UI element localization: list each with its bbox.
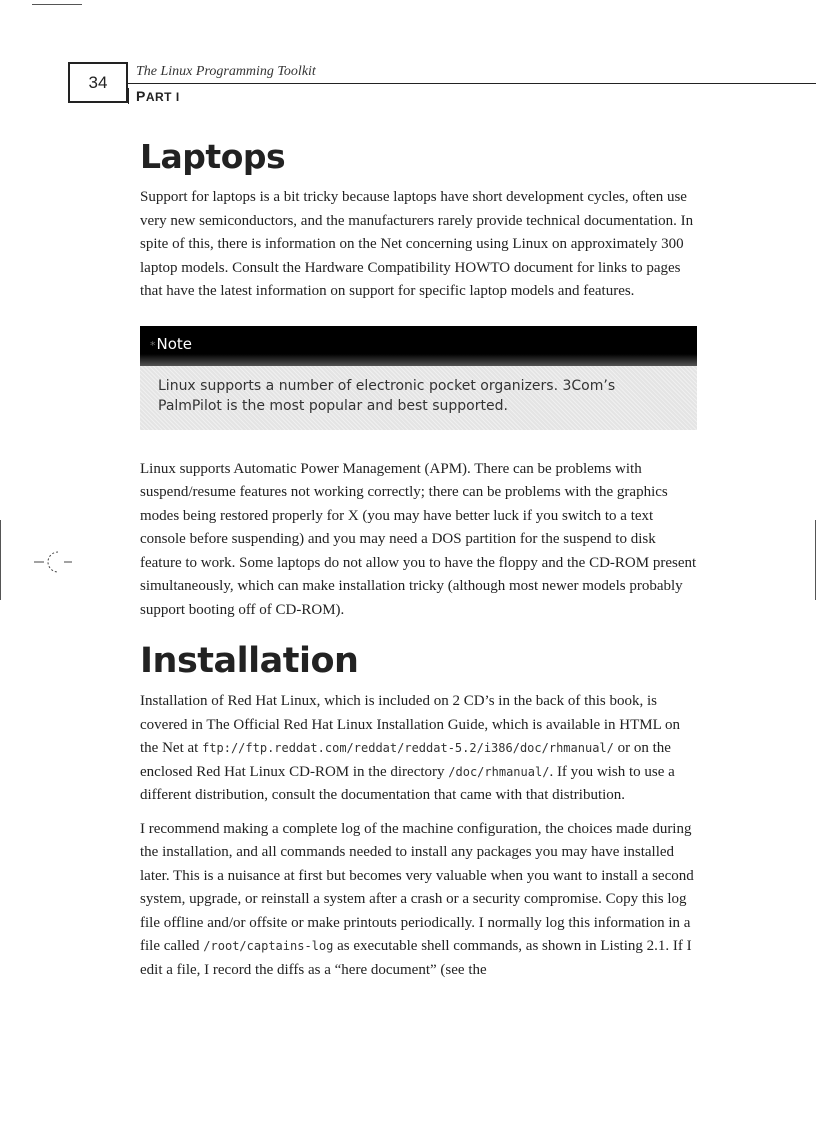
paragraph — [140, 818, 700, 983]
section-heading-installation: Installation — [140, 641, 359, 681]
note-box — [140, 326, 697, 430]
header-rule — [128, 83, 816, 84]
paragraph — [140, 690, 700, 808]
page-number: 34 — [68, 62, 128, 103]
directory-path: /doc/rhmanual/ — [448, 764, 550, 779]
note-text: Linux supports a number of electronic pocket organizers. 3Com’s PalmPilot is the most popular and best supported. — [140, 366, 697, 430]
note-title: Note — [156, 334, 193, 353]
part-label-rest: ART I — [145, 90, 180, 104]
text-run: I recommend making a complete log of the machine configuration, the choices made during the installation, and all commands needed to install any packages you may have installed later. This is a nuisance at first but becomes very valuable when you want to install a second system, upgrade, or reinstall a system after a crash or a security compromise. Copy this log file offline and/or offsite or make printouts periodically. I normally log this information in a file called — [140, 820, 694, 954]
note-header — [140, 326, 697, 366]
text-run: or on the enclosed Red Hat Linux CD-ROM in the directory — [140, 740, 671, 780]
paragraph: Linux supports Automatic Power Management (APM). There can be problems with suspend/resume features not working correctly; there can be problems with the graphics modes being restored properly for X (you may have better luck if you switch to a text console before suspending) and you may need a DOS partition for the suspend to disk feature to work. Some laptops do not allow you to have the floppy and the CD-ROM present simultaneously, which can make installation tricky (although most newer models probably support booting off of CD-ROM). — [140, 460, 697, 618]
section-heading-laptops: Laptops — [140, 137, 286, 176]
margin-line — [0, 520, 1, 600]
file-path: /root/captains-log — [203, 939, 334, 953]
main-content — [140, 136, 700, 992]
ftp-url: ftp://ftp.reddat.com/reddat/reddat-5.2/i386/doc/rhmanual/ — [202, 741, 614, 755]
paragraph: Support for laptops is a bit tricky because laptops have short development cycles, often use very new semiconductors, and the manufacturers rarely provide technical documentation. In spite of this, there is information on the Net concerning using Linux on approximately 300 laptop models. Consult the Hardware Compatibility HOWTO document for links to pages that have the latest information on support for specific laptop models and features. — [140, 189, 694, 299]
part-label-initial: P — [136, 88, 146, 104]
part-label — [136, 88, 180, 104]
text-run: Installation of Red Hat Linux, which is included on 2 CD’s in the back of this book, is covered in The Official Red Hat Linux Installation Guide, which is available in HTML on the Net at — [140, 693, 680, 756]
header-divider — [128, 88, 129, 104]
note-bullet-icon: * — [150, 338, 156, 352]
text-run: . If you wish to use a different distribution, consult the documentation that came with that distribution. — [140, 763, 675, 803]
running-head-title: The Linux Programming Toolkit — [136, 64, 316, 79]
registration-mark — [34, 548, 74, 578]
crop-line — [32, 4, 82, 5]
text-run: as executable shell commands, as shown in Listing 2.1. If I edit a file, I record the diffs as a “here document” (see the — [140, 938, 692, 978]
